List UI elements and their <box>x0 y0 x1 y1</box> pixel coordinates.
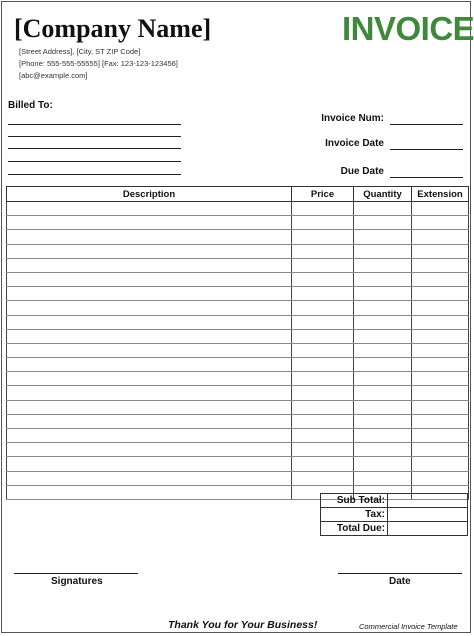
table-row <box>7 230 469 244</box>
table-row <box>7 443 469 457</box>
due-date-label: Due Date <box>340 166 384 177</box>
description-cell[interactable] <box>7 329 292 343</box>
price-cell[interactable] <box>292 202 354 216</box>
table-row <box>7 272 469 286</box>
price-cell[interactable] <box>292 216 354 230</box>
table-header-row <box>7 187 469 202</box>
quantity-cell[interactable] <box>354 301 412 315</box>
table-row <box>7 244 469 258</box>
quantity-cell[interactable] <box>354 372 412 386</box>
price-cell[interactable] <box>292 230 354 244</box>
quantity-cell[interactable] <box>354 244 412 258</box>
table-row <box>7 329 469 343</box>
extension-cell[interactable] <box>412 216 469 230</box>
template-name: Commercial Invoice Template <box>359 622 458 631</box>
extension-cell[interactable] <box>412 287 469 301</box>
total-due-value[interactable] <box>388 522 468 536</box>
company-phone-fax: [Phone: 555-555-55555] [Fax: 123-123-123456] <box>19 59 178 68</box>
description-cell[interactable] <box>7 216 292 230</box>
invoice-date-label: Invoice Date <box>325 138 384 149</box>
quantity-cell[interactable] <box>354 358 412 372</box>
quantity-cell[interactable] <box>354 457 412 471</box>
quantity-cell[interactable] <box>354 400 412 414</box>
price-cell[interactable] <box>292 414 354 428</box>
extension-cell[interactable] <box>412 315 469 329</box>
description-cell[interactable] <box>7 315 292 329</box>
description-cell[interactable] <box>7 372 292 386</box>
quantity-cell[interactable] <box>354 471 412 485</box>
table-row <box>7 258 469 272</box>
price-cell[interactable] <box>292 386 354 400</box>
extension-cell[interactable] <box>412 230 469 244</box>
column-header-quantity: Quantity <box>354 187 412 202</box>
description-cell[interactable] <box>7 457 292 471</box>
table-row <box>7 343 469 357</box>
billed-to-line[interactable] <box>8 124 181 125</box>
price-cell[interactable] <box>292 329 354 343</box>
description-cell[interactable] <box>7 386 292 400</box>
quantity-cell[interactable] <box>354 258 412 272</box>
table-row <box>7 358 469 372</box>
extension-cell[interactable] <box>412 358 469 372</box>
price-cell[interactable] <box>292 457 354 471</box>
table-row <box>7 372 469 386</box>
description-cell[interactable] <box>7 258 292 272</box>
tax-value[interactable] <box>388 508 468 522</box>
description-cell[interactable] <box>7 272 292 286</box>
price-cell[interactable] <box>292 358 354 372</box>
invoice-date-field[interactable] <box>390 149 463 150</box>
description-cell[interactable] <box>7 358 292 372</box>
column-header-description: Description <box>7 187 292 202</box>
total-due-label: Total Due: <box>321 522 388 536</box>
price-cell[interactable] <box>292 400 354 414</box>
description-cell[interactable] <box>7 202 292 216</box>
table-row <box>7 471 469 485</box>
table-row <box>7 315 469 329</box>
extension-cell[interactable] <box>412 386 469 400</box>
table-row <box>7 287 469 301</box>
quantity-cell[interactable] <box>354 315 412 329</box>
description-cell[interactable] <box>7 429 292 443</box>
description-cell[interactable] <box>7 400 292 414</box>
extension-cell[interactable] <box>412 443 469 457</box>
price-cell[interactable] <box>292 429 354 443</box>
date-line[interactable] <box>338 573 462 574</box>
description-cell[interactable] <box>7 414 292 428</box>
extension-cell[interactable] <box>412 301 469 315</box>
table-row <box>7 202 469 216</box>
price-cell[interactable] <box>292 372 354 386</box>
description-cell[interactable] <box>7 301 292 315</box>
quantity-cell[interactable] <box>354 216 412 230</box>
line-items-body <box>7 202 469 500</box>
billed-to-line[interactable] <box>8 148 181 149</box>
price-cell[interactable] <box>292 343 354 357</box>
sub-total-label: Sub Total: <box>321 494 388 508</box>
extension-cell[interactable] <box>412 202 469 216</box>
extension-cell[interactable] <box>412 258 469 272</box>
table-row <box>7 386 469 400</box>
quantity-cell[interactable] <box>354 272 412 286</box>
description-cell[interactable] <box>7 244 292 258</box>
thank-you-message: Thank You for Your Business! <box>168 619 318 631</box>
company-address: [Street Address], [City, ST ZIP Code] <box>19 47 141 56</box>
billed-to-line[interactable] <box>8 161 181 162</box>
quantity-cell[interactable] <box>354 386 412 400</box>
invoice-num-field[interactable] <box>390 124 463 125</box>
table-row <box>7 429 469 443</box>
price-cell[interactable] <box>292 287 354 301</box>
description-cell[interactable] <box>7 230 292 244</box>
price-cell[interactable] <box>292 244 354 258</box>
extension-cell[interactable] <box>412 343 469 357</box>
price-cell[interactable] <box>292 443 354 457</box>
table-row <box>7 216 469 230</box>
quantity-cell[interactable] <box>354 287 412 301</box>
quantity-cell[interactable] <box>354 414 412 428</box>
sub-total-value[interactable] <box>388 494 468 508</box>
extension-cell[interactable] <box>412 471 469 485</box>
price-cell[interactable] <box>292 471 354 485</box>
extension-cell[interactable] <box>412 400 469 414</box>
totals-table <box>320 493 468 536</box>
tax-row <box>321 508 468 522</box>
quantity-cell[interactable] <box>354 429 412 443</box>
description-cell[interactable] <box>7 471 292 485</box>
description-cell[interactable] <box>7 343 292 357</box>
quantity-cell[interactable] <box>354 230 412 244</box>
signatures-label: Signatures <box>51 576 103 587</box>
column-header-extension: Extension <box>412 187 469 202</box>
price-cell[interactable] <box>292 301 354 315</box>
signature-line[interactable] <box>14 573 138 574</box>
price-cell[interactable] <box>292 258 354 272</box>
table-row <box>7 301 469 315</box>
description-cell[interactable] <box>7 485 292 499</box>
quantity-cell[interactable] <box>354 329 412 343</box>
billed-to-line[interactable] <box>8 136 181 137</box>
extension-cell[interactable] <box>412 414 469 428</box>
invoice-title: INVOICE <box>342 10 474 47</box>
company-name: [Company Name] <box>14 14 212 43</box>
table-row <box>7 414 469 428</box>
sub-total-row <box>321 494 468 508</box>
table-row <box>7 400 469 414</box>
extension-cell[interactable] <box>412 372 469 386</box>
extension-cell[interactable] <box>412 429 469 443</box>
line-items-table <box>6 186 469 500</box>
billed-to-label: Billed To: <box>8 100 53 111</box>
date-label: Date <box>389 576 411 587</box>
description-cell[interactable] <box>7 443 292 457</box>
price-cell[interactable] <box>292 272 354 286</box>
column-header-price: Price <box>292 187 354 202</box>
total-due-row <box>321 522 468 536</box>
invoice-num-label: Invoice Num: <box>321 113 384 124</box>
quantity-cell[interactable] <box>354 443 412 457</box>
company-email: [abc@example.com] <box>19 71 88 80</box>
extension-cell[interactable] <box>412 244 469 258</box>
table-row <box>7 457 469 471</box>
price-cell[interactable] <box>292 315 354 329</box>
tax-label: Tax: <box>321 508 388 522</box>
due-date-field[interactable] <box>390 177 463 178</box>
extension-cell[interactable] <box>412 457 469 471</box>
billed-to-line[interactable] <box>8 174 181 175</box>
quantity-cell[interactable] <box>354 202 412 216</box>
extension-cell[interactable] <box>412 272 469 286</box>
description-cell[interactable] <box>7 287 292 301</box>
quantity-cell[interactable] <box>354 343 412 357</box>
extension-cell[interactable] <box>412 329 469 343</box>
